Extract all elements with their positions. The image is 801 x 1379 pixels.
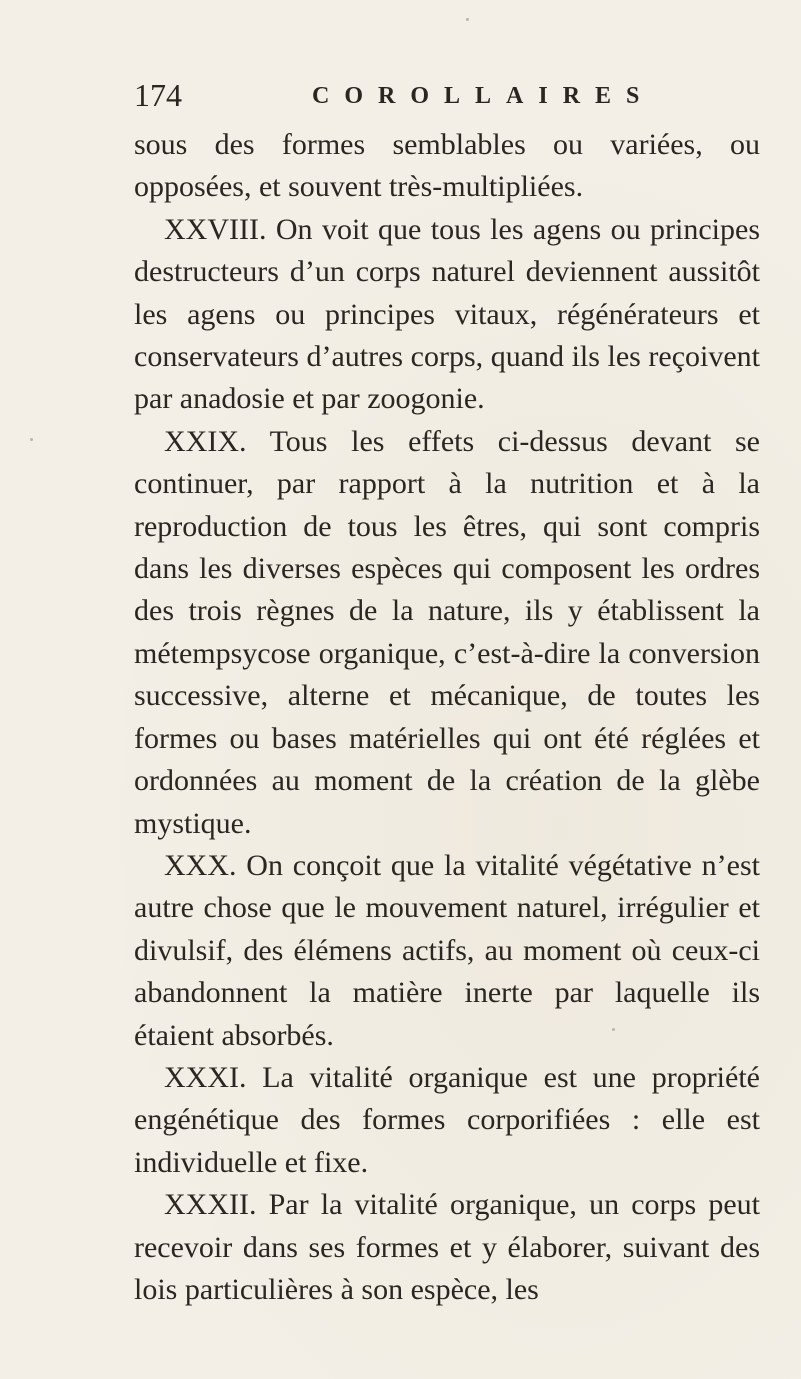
page-number: 174: [134, 77, 182, 113]
paper-speck: [466, 18, 469, 21]
running-head: COROLLAIRES: [312, 83, 655, 109]
paper-speck: [30, 438, 33, 441]
paragraph-xxix: XXIX. Tous les effets ci-dessus devant se continuer, par rapport à la nutrition et à la reproduction de tous les êtres, qui sont compris dans les diverses espèces qui composent les ordres des trois règnes de la nature, ils y établissent la métempsycose organique, c’est-à-dire la conversion successive, alterne et mécanique, de toutes les formes ou bases matérielles qui ont été réglées et ordonnées au moment de la création de la glèbe mystique.: [134, 424, 760, 840]
page-header: [134, 75, 694, 125]
paragraph-xxxi: XXXI. La vitalité organique est une propriété engénétique des formes corporifiées : elle est individuelle et fixe.: [134, 1060, 760, 1179]
paragraph-xxviii: XXVIII. On voit que tous les agens ou principes destructeurs d’un corps naturel deviennent aussitôt les agens ou principes vitaux, régénérateurs et conservateurs d’autres corps, quand ils les reçoivent par anadosie et par zoogonie.: [134, 212, 760, 416]
body-text: [134, 124, 760, 1311]
paragraph-xxx: XXX. On conçoit que la vitalité végétative n’est autre chose que le mouvement naturel, irrégulier et divulsif, des élémens actifs, au moment où ceux-ci abandonnent la matière inerte par laquelle ils étaient absorbés.: [134, 848, 760, 1052]
paragraph-continuation: sous des formes semblables ou variées, ou opposées, et souvent très-multipliées.: [134, 128, 760, 204]
paper-speck: [612, 1028, 615, 1031]
paragraph-xxxii: XXXII. Par la vitalité organique, un corps peut recevoir dans ses formes et y élaborer, suivant des lois particulières à son espèce, les: [134, 1188, 760, 1306]
